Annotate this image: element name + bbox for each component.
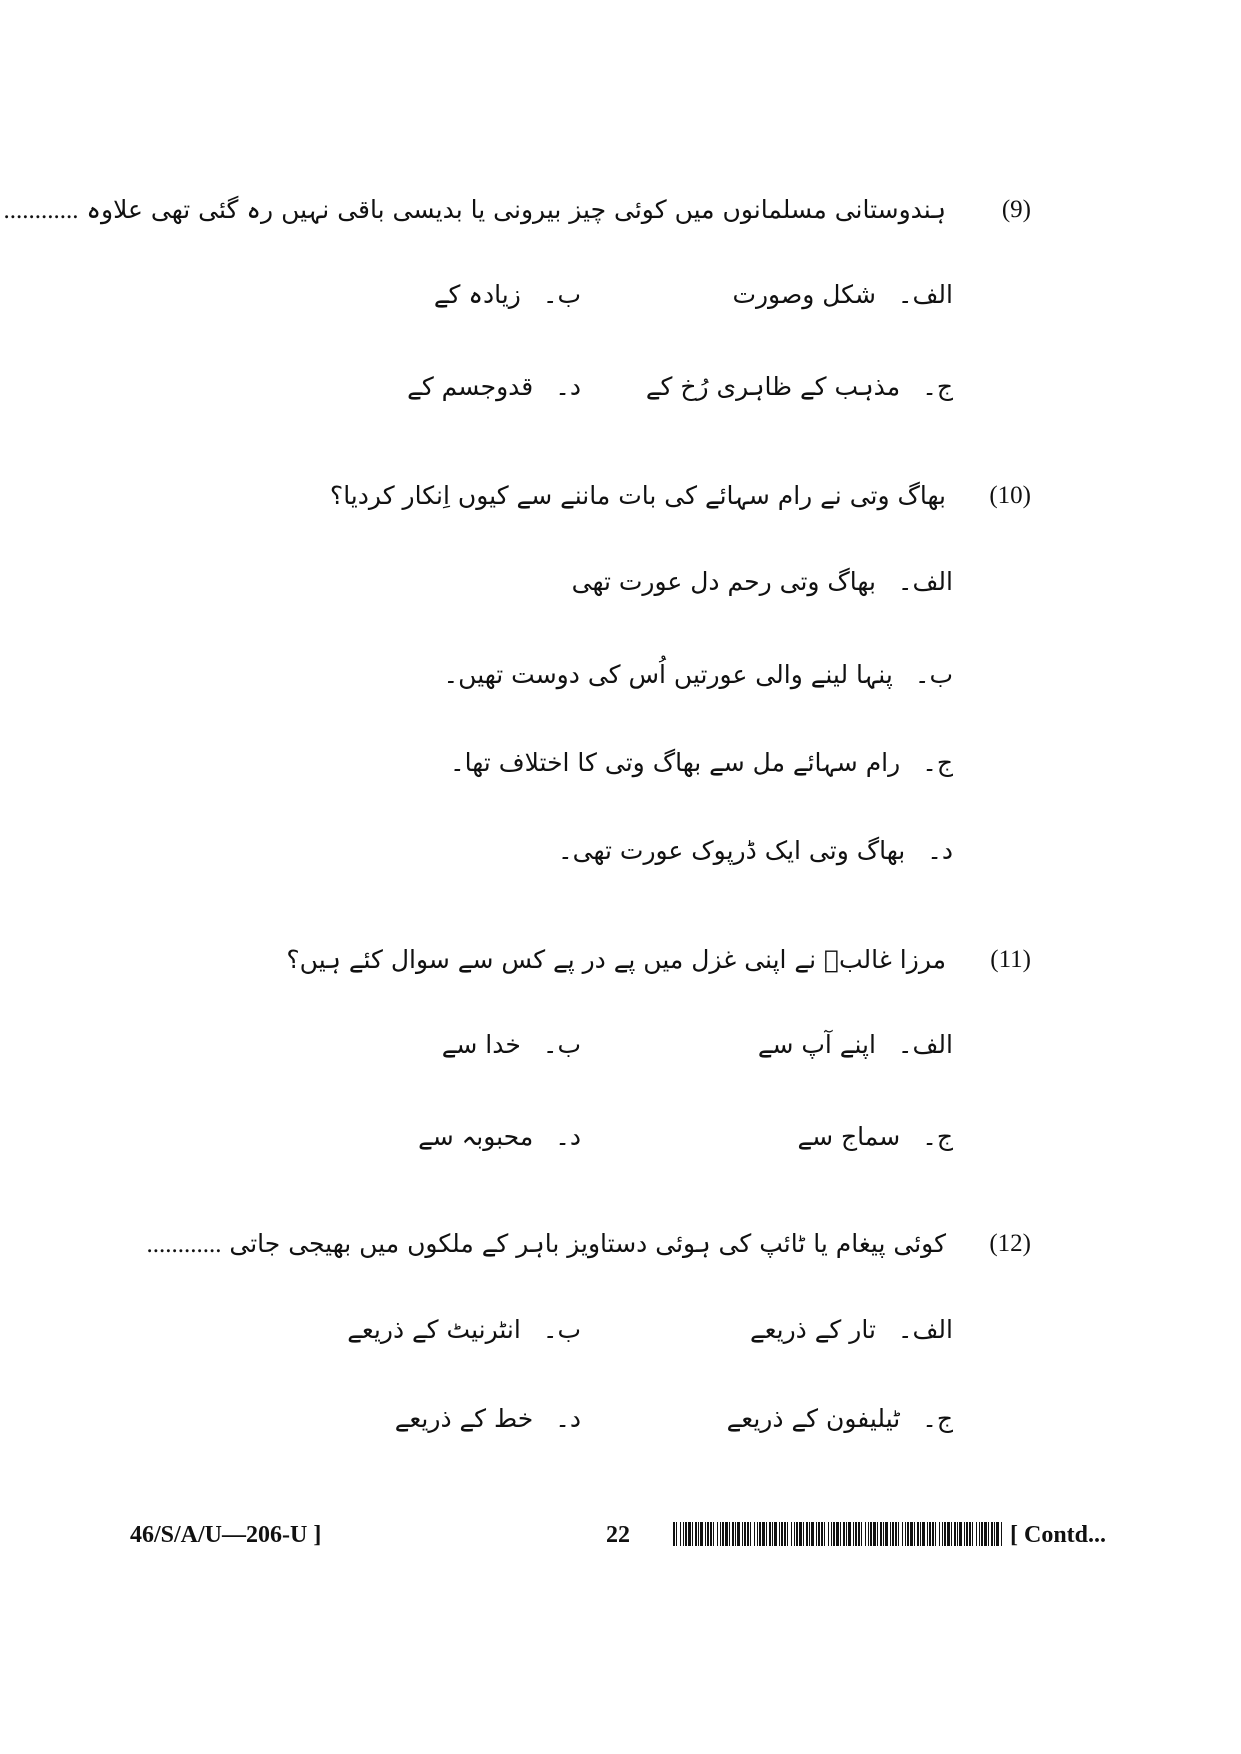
option-b: ب۔انٹرنیٹ کے ذریعے	[347, 1315, 581, 1344]
option-d: د۔قدوجسم کے	[407, 372, 581, 401]
question-text: بھاگ وتی نے رام سہائے کی بات ماننے سے کیوں اِنکار کردیا؟	[329, 481, 946, 510]
blank-dots: ............	[146, 1231, 222, 1258]
page-footer	[0, 1515, 1241, 1555]
option-c: ج۔رام سہائے مل سے بھاگ وتی کا اختلاف تھا۔	[450, 748, 953, 777]
option-a: الف۔شکل وصورت	[732, 280, 953, 309]
question-number: (9)	[1001, 196, 1031, 223]
barcode-icon	[673, 1522, 1003, 1546]
question-number: (12)	[989, 1230, 1031, 1257]
option-d: د۔خط کے ذریعے	[394, 1404, 581, 1433]
blank-dots: ............	[3, 197, 79, 224]
question-text: کوئی پیغام یا ٹائپ کی ہوئی دستاویز باہر کے ملکوں میں بھیجی جاتی ............	[146, 1229, 946, 1258]
question-12	[0, 1214, 1241, 1274]
continued-label: [ Contd...	[1010, 1522, 1107, 1548]
question-10	[0, 466, 1241, 526]
question-11	[0, 930, 1241, 990]
option-d: د۔محبوبہ سے	[418, 1122, 581, 1151]
option-b: ب۔خدا سے	[441, 1030, 581, 1059]
question-text: ہندوستانی مسلمانوں میں کوئی چیز بیرونی یا بدیسی باقی نہیں رہ گئی تھی علاوہ ............	[3, 195, 946, 224]
paper-code: 46/S/A/U—206-U ]	[130, 1522, 322, 1548]
question-number: (11)	[990, 946, 1031, 973]
option-c: ج۔ٹیلیفون کے ذریعے	[726, 1404, 953, 1433]
page-number: 22	[606, 1522, 630, 1548]
option-d: د۔بھاگ وتی ایک ڈرپوک عورت تھی۔	[558, 836, 953, 865]
option-c: ج۔سماج سے	[797, 1122, 953, 1151]
option-a: الف۔اپنے آپ سے	[757, 1030, 953, 1059]
option-b: ب۔زیادہ کے	[433, 280, 581, 309]
question-9	[0, 180, 1241, 240]
option-b: ب۔پنہا لینے والی عورتیں اُس کی دوست تھیں۔	[443, 660, 953, 689]
question-number: (10)	[989, 482, 1031, 509]
option-c: ج۔مذہب کے ظاہری رُخ کے	[645, 372, 953, 401]
option-a: الف۔بھاگ وتی رحم دل عورت تھی	[571, 567, 953, 596]
question-text: مرزا غالبؔ نے اپنی غزل میں پے در پے کس سے سوال کئے ہیں؟	[286, 945, 946, 974]
option-a: الف۔تار کے ذریعے	[749, 1315, 953, 1344]
